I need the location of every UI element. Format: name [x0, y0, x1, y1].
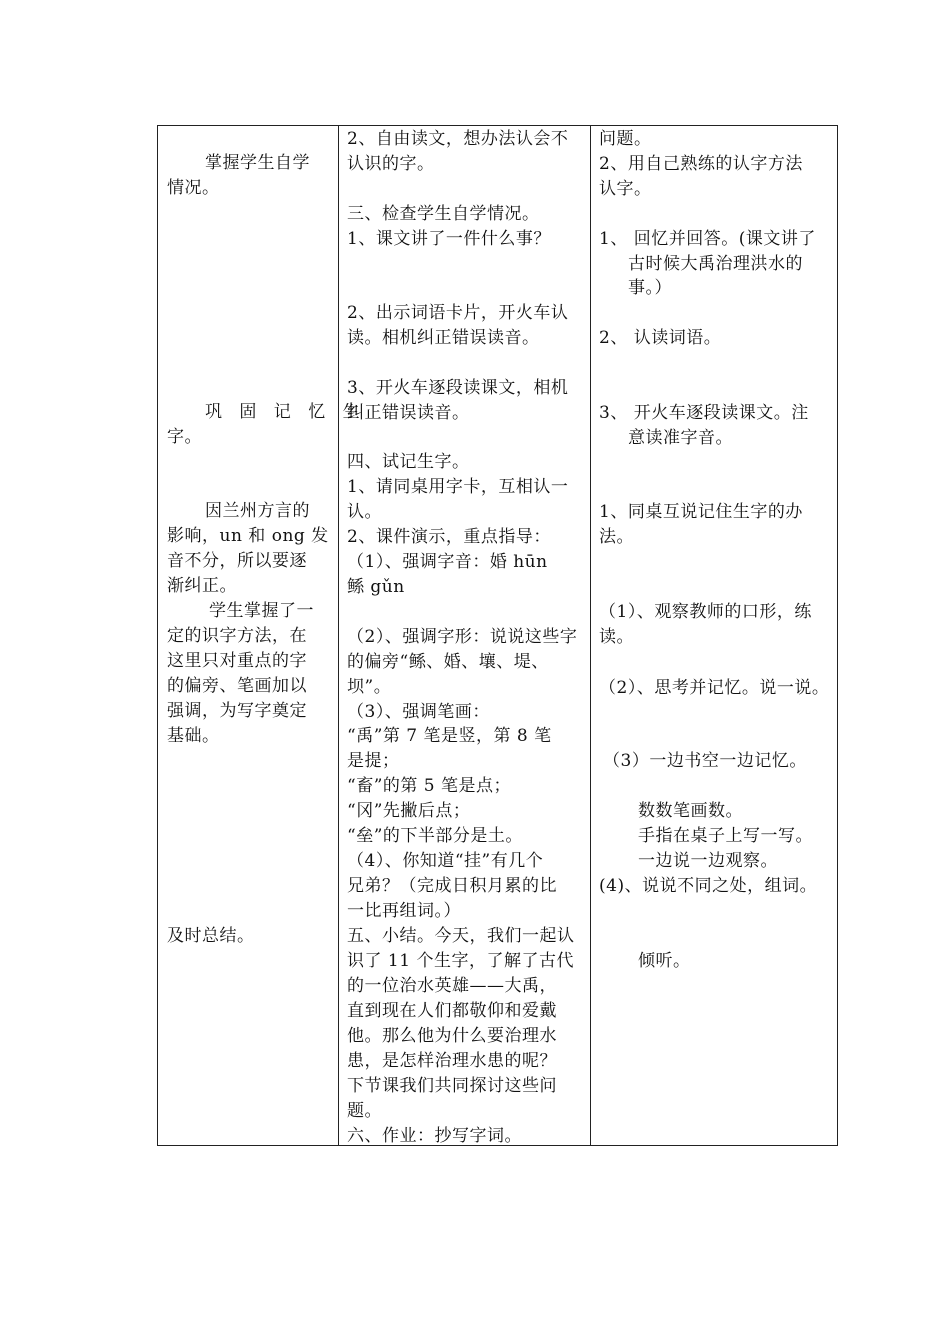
column-divider	[590, 126, 591, 1145]
col2-line: 兄弟？（完成日积月累的比	[347, 876, 557, 896]
column-divider	[338, 126, 339, 1145]
col2-line: （2）、强调字形：说说这些字	[347, 627, 578, 647]
col1-line: 音不分，所以要逐	[167, 551, 307, 571]
col2-line: 1、请同桌用字卡，互相认一	[347, 477, 569, 497]
col1-line: 掌握学生自学	[205, 153, 310, 173]
col1-line: 的偏旁、笔画加以	[167, 676, 307, 696]
col1-line: 影响，un 和 ong 发	[167, 526, 329, 546]
col2-line: 鲧 gǔn	[347, 577, 405, 597]
col2-line: 读。相机纠正错误读音。	[347, 328, 540, 348]
col2-line: 的一位治水英雄——大禹，	[347, 976, 557, 996]
col2-line: 的偏旁“鲧、婚、壤、堤、	[347, 652, 549, 672]
col2-line: 识了 11 个生字，了解了古代	[347, 951, 574, 971]
col2-line: 2、自由读文，想办法认会不	[347, 129, 569, 149]
col3-line: 2、用自己熟练的认字方法	[599, 154, 803, 174]
col3-line: 1、 回忆并回答。(课文讲了	[599, 229, 816, 249]
col3-line: 读。	[599, 627, 634, 647]
col2-line: 1、课文讲了一件什么事？	[347, 229, 551, 249]
col1-line: 这里只对重点的字	[167, 651, 307, 671]
col2-line: “禹”第 7 笔是竖，第 8 笔	[347, 726, 552, 746]
col3-line: （1）、观察教师的口形，练	[599, 602, 812, 622]
col2-line: 认识的字。	[347, 154, 435, 174]
col2-line: （3）、强调笔画：	[347, 702, 490, 722]
col3-line: 3、 开火车逐段读课文。注	[599, 403, 809, 423]
col3-line: 意读准字音。	[628, 428, 733, 448]
col2-line: 坝”。	[347, 677, 392, 697]
col1-line: 定的识字方法，在	[167, 626, 307, 646]
col3-line: 事。）	[628, 278, 672, 298]
col3-line: 古时候大禹治理洪水的	[628, 254, 803, 274]
col2-line: 2、出示词语卡片，开火车认	[347, 303, 569, 323]
col1-line: 情况。	[167, 178, 220, 198]
col1-line: 渐纠正。	[167, 576, 237, 596]
col3-line: 1、同桌互说记住生字的办	[599, 502, 803, 522]
col3-line: 一边说一边观察。	[638, 851, 778, 871]
col1-line: 因兰州方言的	[205, 501, 310, 521]
col1-line: 字。	[167, 427, 202, 447]
col2-line: 三、检查学生自学情况。	[347, 204, 540, 224]
col3-line: 倾听。	[638, 951, 691, 971]
col2-line: “畜”的第 5 笔是点；	[347, 776, 512, 796]
col1-line: 及时总结。	[167, 926, 255, 946]
col2-line: “冈”先撇后点；	[347, 801, 471, 821]
col3-line: 2、 认读词语。	[599, 328, 722, 348]
col2-line: 五、小结。今天，我们一起认	[347, 926, 575, 946]
col2-line: 直到现在人们都敬仰和爱戴	[347, 1001, 557, 1021]
col2-line: 3、开火车逐段读课文，相机	[347, 378, 569, 398]
col1-line: 学生掌握了一	[209, 601, 314, 621]
col3-line: （2）、思考并记忆。说一说。	[599, 678, 830, 698]
col2-line: 2、课件演示，重点指导：	[347, 527, 551, 547]
col2-line: 六、作业：抄写字词。	[347, 1126, 522, 1146]
col2-line: 下节课我们共同探讨这些问	[347, 1076, 557, 1096]
col3-line: 法。	[599, 527, 634, 547]
col3-line: 数数笔画数。	[638, 801, 743, 821]
col1-line: 基础。	[167, 726, 220, 746]
col2-line: 是提；	[347, 751, 400, 771]
col3-line: 认字。	[599, 179, 652, 199]
col2-line: 纠正错误读音。	[347, 403, 470, 423]
col3-line: (4)、说说不同之处，组词。	[599, 876, 818, 896]
col3-line: 问题。	[599, 129, 652, 149]
col2-line: （1）、强调字音：婚 hūn	[347, 552, 548, 572]
col2-line: 他。那么他为什么要治理水	[347, 1026, 557, 1046]
col2-line: 一比再组词。）	[347, 901, 461, 921]
col3-line: 手指在桌子上写一写。	[638, 826, 813, 846]
col2-line: 认。	[347, 502, 382, 522]
col2-line: 题。	[347, 1101, 382, 1121]
col3-line: （3）一边书空一边记忆。	[603, 751, 807, 771]
col1-line: 强调，为写字奠定	[167, 701, 307, 721]
col1-line: 巩 固 记 忆 生	[205, 402, 366, 422]
col2-line: 四、试记生字。	[347, 452, 470, 472]
col2-line: “垒”的下半部分是土。	[347, 826, 523, 846]
col2-line: （4）、你知道“挂”有几个	[347, 851, 544, 871]
col2-line: 患，是怎样治理水患的呢？	[347, 1051, 557, 1071]
